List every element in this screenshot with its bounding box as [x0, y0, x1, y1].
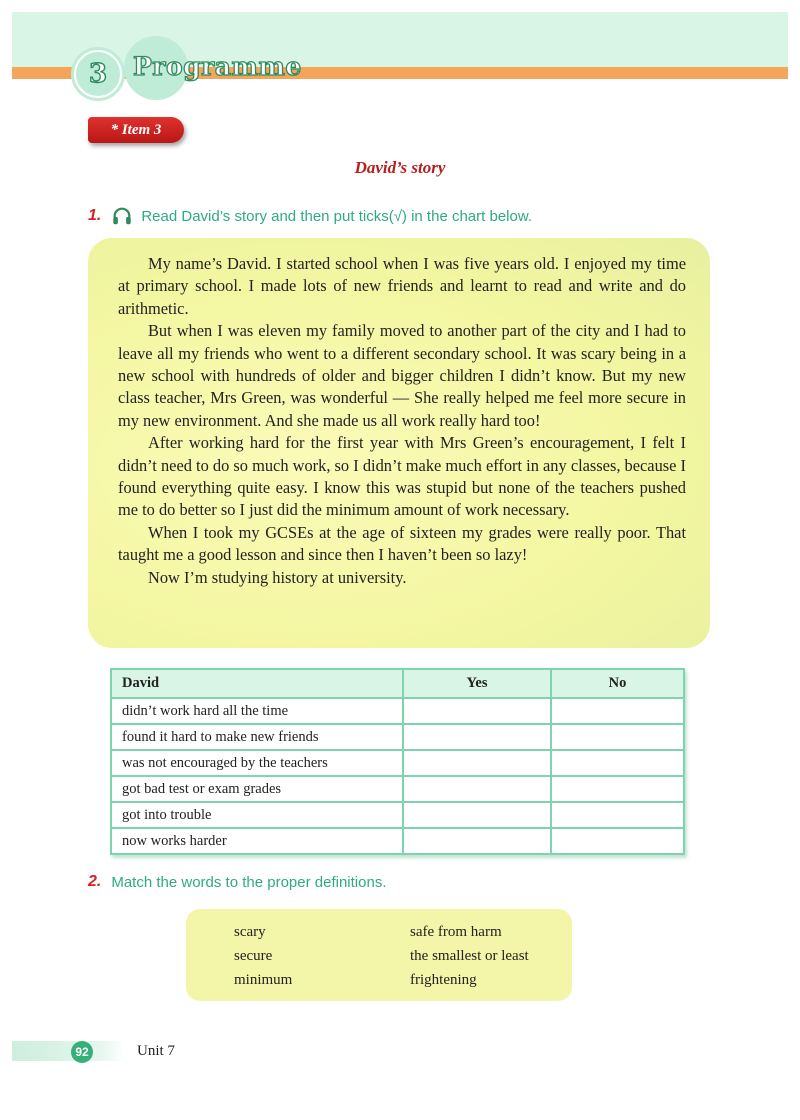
- table-row: [111, 698, 684, 724]
- table-row: [111, 802, 684, 828]
- task-2-text: Match the words to the proper definitions.: [111, 873, 387, 891]
- table-row: [111, 750, 684, 776]
- match-definition: the smallest or least: [410, 948, 529, 964]
- yes-tick-cell[interactable]: [403, 698, 551, 724]
- page-number: 92: [71, 1041, 93, 1063]
- no-tick-cell[interactable]: [551, 698, 684, 724]
- story-paragraph: When I took my GCSEs at the age of sixteen my grades were really poor. That taught me a good lesson and since then I haven’t been so lazy!: [118, 522, 686, 565]
- table-row: [111, 724, 684, 750]
- story-paragraph: After working hard for the first year with Mrs Green’s encouragement, I felt I didn’t need to do so much work, so I didn’t make much effort in any classes, because I found everything quite easy. I know this was stupid but none of the teachers pushed me to do better so I just did the minimum amount of work necessary.: [118, 433, 686, 520]
- section-number-badge: 3: [74, 50, 122, 98]
- story-paragraph: Now I’m studying history at university.: [148, 567, 407, 587]
- no-tick-cell[interactable]: [551, 724, 684, 750]
- unit-label: Unit 7: [137, 1043, 175, 1059]
- yes-tick-cell[interactable]: [403, 750, 551, 776]
- task-1-text: Read David’s story and then put ticks(√) in the chart below.: [141, 207, 532, 225]
- no-tick-cell[interactable]: [551, 776, 684, 802]
- story-text: [118, 253, 686, 589]
- chart-header-no: No: [551, 669, 684, 698]
- match-definition: safe from harm: [410, 924, 502, 940]
- task-2-instruction: [88, 873, 387, 891]
- match-word: minimum: [234, 972, 293, 988]
- story-paragraph: But when I was eleven my family moved to another part of the city and I had to leave all my friends who went to a different secondary school. It was scary being in a new school with hundreds of older and bigger children I didn’t know. But my new class teacher, Mrs Green, was wonderful — She really helped me feel more secure in my new environment. And she made us all work really hard too!: [118, 321, 686, 430]
- yes-tick-cell[interactable]: [403, 724, 551, 750]
- no-tick-cell[interactable]: [551, 750, 684, 776]
- headphone-icon: [111, 205, 133, 227]
- chart-statement: was not encouraged by the teachers: [111, 750, 403, 776]
- item-tag: * Item 3: [88, 117, 184, 143]
- tick-chart: [110, 668, 685, 855]
- chart-header-yes: Yes: [403, 669, 551, 698]
- chart-header-row: [111, 669, 684, 698]
- table-row: [111, 828, 684, 854]
- chart-statement: found it hard to make new friends: [111, 724, 403, 750]
- chart-statement: got bad test or exam grades: [111, 776, 403, 802]
- yes-tick-cell[interactable]: [403, 828, 551, 854]
- story-paragraph: My name’s David. I started school when I was five years old. I enjoyed my time at primary school. I made lots of new friends and learnt to read and write and do arithmetic.: [118, 254, 686, 318]
- match-words: [234, 920, 292, 992]
- task-1-instruction: [88, 205, 532, 227]
- task-2-number: 2.: [88, 873, 102, 890]
- story-title: David’s story: [354, 158, 446, 177]
- chart-statement: now works harder: [111, 828, 403, 854]
- yes-tick-cell[interactable]: [403, 802, 551, 828]
- table-row: [111, 776, 684, 802]
- match-definitions: [410, 920, 529, 992]
- chart-statement: didn’t work hard all the time: [111, 698, 403, 724]
- yes-tick-cell[interactable]: [403, 776, 551, 802]
- chart-header-david: David: [111, 669, 403, 698]
- match-word: secure: [234, 948, 273, 964]
- match-definition: frightening: [410, 972, 477, 988]
- match-word: scary: [234, 924, 266, 940]
- no-tick-cell[interactable]: [551, 802, 684, 828]
- no-tick-cell[interactable]: [551, 828, 684, 854]
- chart-statement: got into trouble: [111, 802, 403, 828]
- task-1-number: 1.: [88, 207, 102, 224]
- footer-band: [12, 1041, 124, 1061]
- section-title: Programme: [133, 52, 302, 81]
